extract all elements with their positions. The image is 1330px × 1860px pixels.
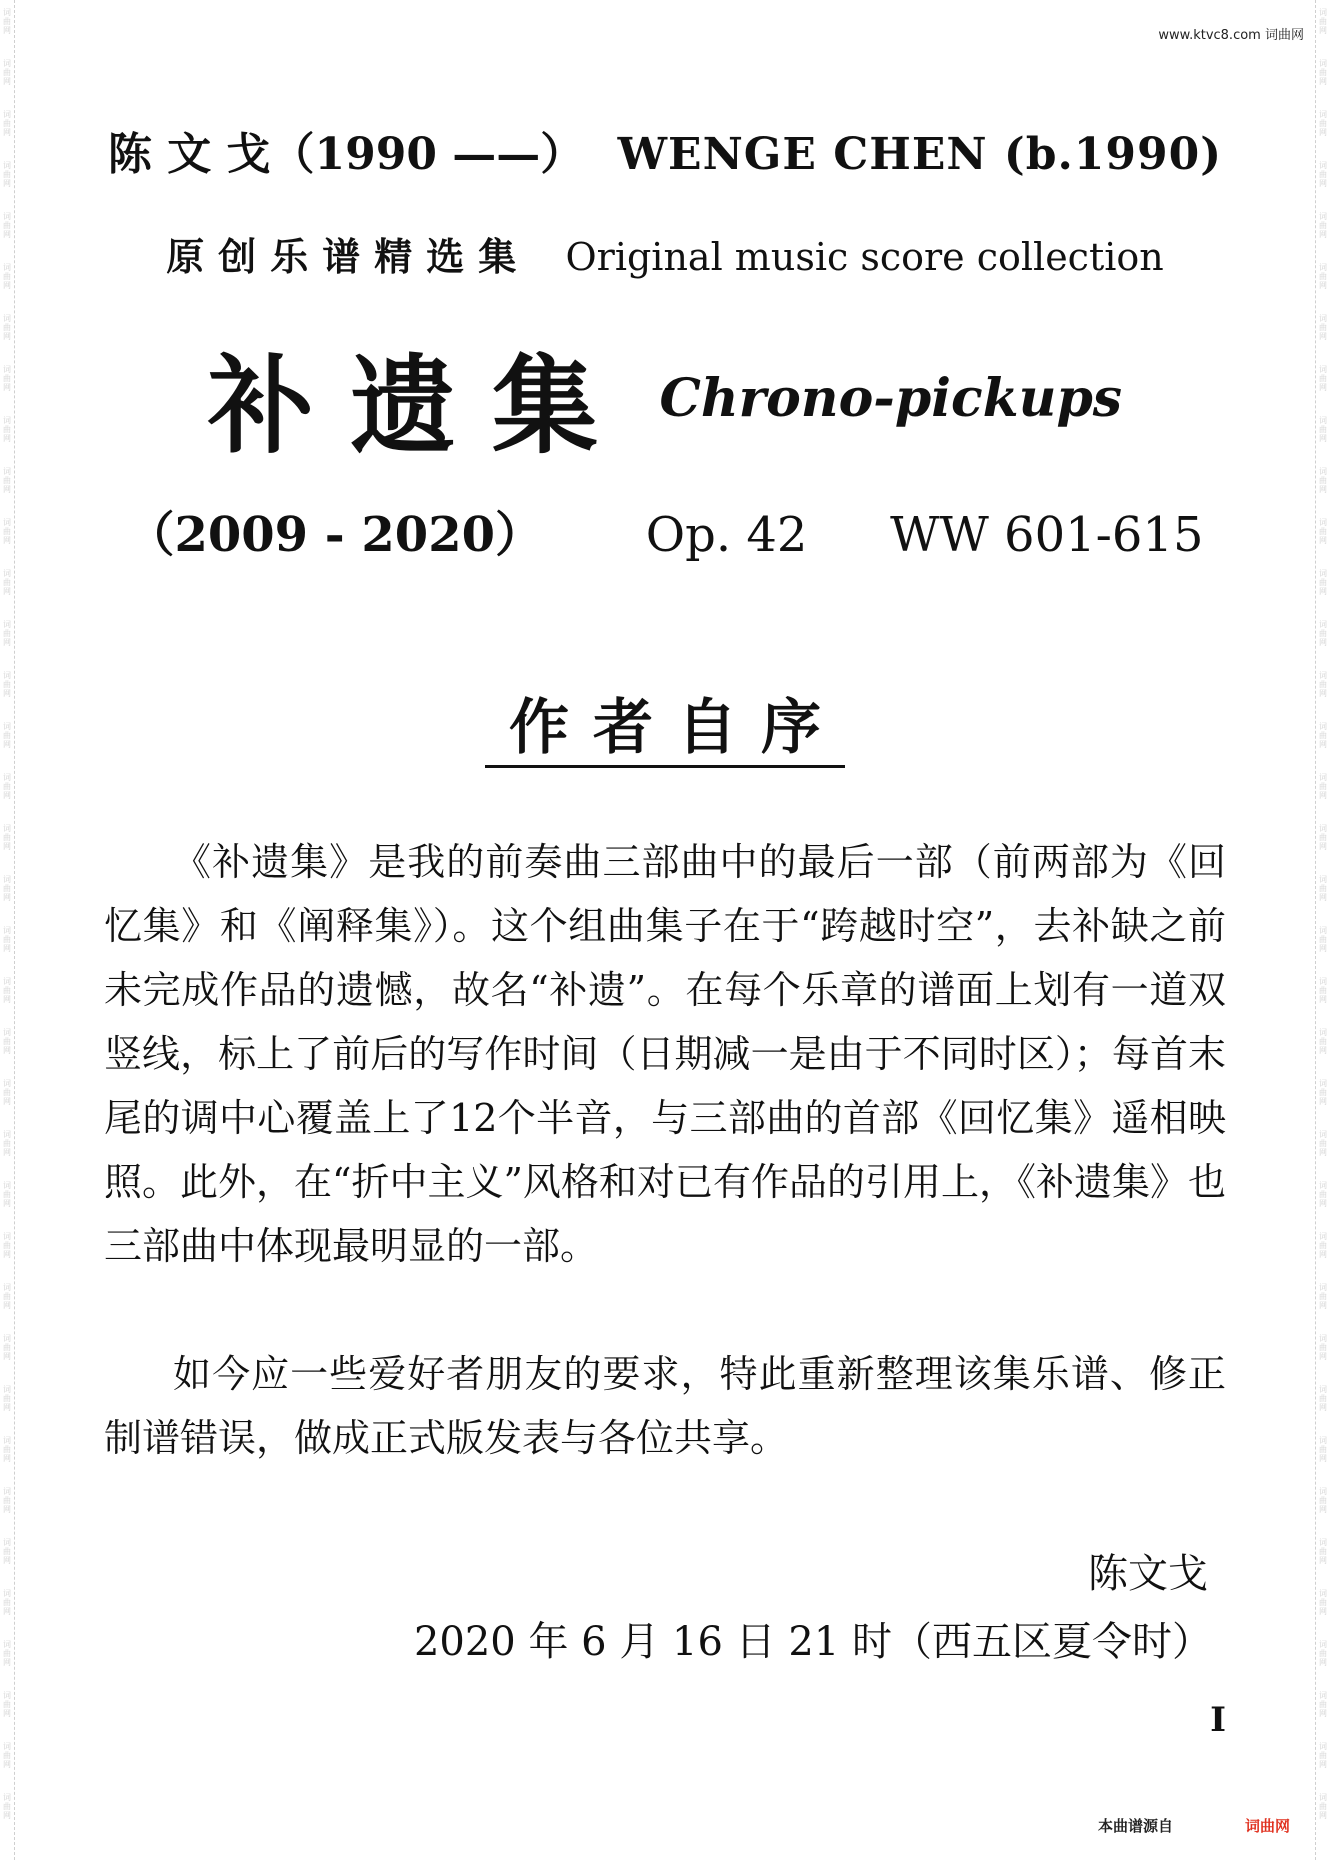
margin-watermark-left: 词 曲 网 <box>3 110 11 137</box>
preface-paragraph-1-text: 《补遗集》是我的前奏曲三部曲中的最后一部（前两部为《回忆集》和《阐释集》）。这个组曲集子在于“跨越时空”，去补缺之前未完成作品的遗憾，故名“补遗”。在每个乐章的谱面上划有一道双竖线，标上了前后的写作时间（日期减一是由于不同时区）；每首末尾的调中心覆盖上了12个半音，与三部曲的首部《回忆集》遥相映照。此外，在“折中主义”风格和对已有作品的引用上，《补遗集》也三部曲中体现最明显的一部。 <box>104 840 1226 1268</box>
margin-watermark-right: 词 曲 网 <box>1319 1181 1327 1208</box>
margin-watermark-right: 词 曲 网 <box>1319 8 1327 35</box>
margin-watermark-left: 词 曲 网 <box>3 1130 11 1157</box>
preface-paragraph-2-text: 如今应一些爱好者朋友的要求，特此重新整理该集乐谱、修正制谱错误，做成正式版发表与各位共享。 <box>104 1352 1226 1460</box>
margin-watermark-left: 词 曲 网 <box>3 59 11 86</box>
margin-watermark-right: 词 曲 网 <box>1319 314 1327 341</box>
margin-watermark-left: 词 曲 网 <box>3 1079 11 1106</box>
years: （2009 - 2020） <box>126 507 544 563</box>
margin-watermark-left: 词 曲 网 <box>3 1436 11 1463</box>
margin-watermark-left: 词 曲 网 <box>3 773 11 800</box>
preface-heading <box>0 680 1330 766</box>
title-line <box>0 322 1330 468</box>
margin-watermark-left: 词 曲 网 <box>3 1691 11 1718</box>
margin-watermark-left: 词 曲 网 <box>3 1232 11 1259</box>
margin-watermark-right: 词 曲 网 <box>1319 1589 1327 1616</box>
margin-watermark-left: 词 曲 网 <box>3 365 11 392</box>
margin-watermark-left: 词 曲 网 <box>3 1028 11 1055</box>
watermark-brand: 词曲网 <box>1264 28 1304 43</box>
margin-watermark-right: 词 曲 网 <box>1319 263 1327 290</box>
margin-watermark-left: 词 曲 网 <box>3 416 11 443</box>
margin-watermark-left: 词 曲 网 <box>3 161 11 188</box>
margin-watermark-right: 词 曲 网 <box>1319 1742 1327 1769</box>
margin-watermark-right: 词 曲 网 <box>1319 875 1327 902</box>
margin-watermark-left: 词 曲 网 <box>3 875 11 902</box>
margin-watermark-right: 词 曲 网 <box>1319 518 1327 545</box>
margin-watermark-right: 词 曲 网 <box>1319 1640 1327 1667</box>
margin-watermark-right: 词 曲 网 <box>1319 722 1327 749</box>
margin-watermark-right: 词 曲 网 <box>1319 1538 1327 1565</box>
margin-watermark-right: 词 曲 网 <box>1319 926 1327 953</box>
margin-watermark-right: 词 曲 网 <box>1319 773 1327 800</box>
margin-watermark-right: 词 曲 网 <box>1319 1385 1327 1412</box>
composer-name-en: WENGE CHEN (b.1990) <box>617 129 1223 180</box>
preface-title: 作者自序 <box>485 693 845 768</box>
margin-watermark-left: 词 曲 网 <box>3 1538 11 1565</box>
margin-watermark-right: 词 曲 网 <box>1319 1487 1327 1514</box>
catalog-line <box>0 496 1330 565</box>
margin-watermark-right: 词 曲 网 <box>1319 161 1327 188</box>
margin-watermark-left: 词 曲 网 <box>3 1640 11 1667</box>
margin-watermark-left: 词 曲 网 <box>3 1742 11 1769</box>
margin-watermark-right: 词 曲 网 <box>1319 824 1327 851</box>
margin-watermark-right: 词 曲 网 <box>1319 110 1327 137</box>
margin-watermark-right: 词 曲 网 <box>1319 416 1327 443</box>
collection-cn: 原创乐谱精选集 <box>166 234 531 279</box>
preface-paragraph-2 <box>104 1342 1226 1470</box>
margin-watermark-right: 词 曲 网 <box>1319 1691 1327 1718</box>
signature-name: 陈文戈 <box>1088 1551 1208 1597</box>
margin-watermark-left: 词 曲 网 <box>3 569 11 596</box>
margin-watermark-left: 词 曲 网 <box>3 1283 11 1310</box>
opus-number: Op. 42 <box>645 507 808 563</box>
signature-date: 2020 年 6 月 16 日 21 时（西五区夏令时） <box>413 1619 1212 1665</box>
margin-watermark-left: 词 曲 网 <box>3 1181 11 1208</box>
margin-watermark-right: 词 曲 网 <box>1319 1079 1327 1106</box>
margin-watermark-right: 词 曲 网 <box>1319 1436 1327 1463</box>
margin-watermark-left: 词 曲 网 <box>3 977 11 1004</box>
margin-watermark-right: 词 曲 网 <box>1319 467 1327 494</box>
footer-logo: 词曲网 <box>1245 1817 1291 1835</box>
title-cn: 补遗集 <box>207 343 634 468</box>
margin-watermark-right: 词 曲 网 <box>1319 1334 1327 1361</box>
margin-watermark-left: 词 曲 网 <box>3 1385 11 1412</box>
title-en: Chrono-pickups <box>659 367 1123 429</box>
collection-line <box>0 226 1330 281</box>
watermark-site: www.ktvc8.com <box>1158 28 1261 43</box>
margin-watermark-left: 词 曲 网 <box>3 1487 11 1514</box>
composer-name-cn: 陈 文 戈（1990 ——） <box>107 129 585 180</box>
margin-watermark-right: 词 曲 网 <box>1319 1028 1327 1055</box>
margin-watermark-left: 词 曲 网 <box>3 518 11 545</box>
margin-watermark-left: 词 曲 网 <box>3 620 11 647</box>
margin-watermark-left: 词 曲 网 <box>3 263 11 290</box>
preface-paragraph-1 <box>104 830 1226 1278</box>
margin-watermark-right: 词 曲 网 <box>1319 620 1327 647</box>
margin-watermark-right: 词 曲 网 <box>1319 1232 1327 1259</box>
margin-watermark-left: 词 曲 网 <box>3 926 11 953</box>
margin-watermark-right: 词 曲 网 <box>1319 1130 1327 1157</box>
margin-watermark-left: 词 曲 网 <box>3 314 11 341</box>
composer-line <box>0 118 1330 182</box>
watermark-site-url <box>1158 24 1304 43</box>
margin-watermark-right: 词 曲 网 <box>1319 1793 1327 1820</box>
catalog-number: WW 601-615 <box>890 507 1204 563</box>
margin-watermark-right: 词 曲 网 <box>1319 1283 1327 1310</box>
footer-source-label: 本曲谱源自 <box>1098 1817 1174 1835</box>
margin-watermark-left: 词 曲 网 <box>3 467 11 494</box>
margin-watermark-right: 词 曲 网 <box>1319 671 1327 698</box>
margin-watermark-right: 词 曲 网 <box>1319 59 1327 86</box>
collection-en: Original music score collection <box>565 235 1164 279</box>
margin-watermark-left: 词 曲 网 <box>3 8 11 35</box>
margin-watermark-right: 词 曲 网 <box>1319 365 1327 392</box>
margin-watermark-left: 词 曲 网 <box>3 1589 11 1616</box>
margin-watermark-left: 词 曲 网 <box>3 722 11 749</box>
margin-watermark-left: 词 曲 网 <box>3 212 11 239</box>
margin-watermark-right: 词 曲 网 <box>1319 569 1327 596</box>
margin-watermark-left: 词 曲 网 <box>3 1793 11 1820</box>
margin-watermark-left: 词 曲 网 <box>3 824 11 851</box>
margin-watermark-right: 词 曲 网 <box>1319 977 1327 1004</box>
margin-watermark-right: 词 曲 网 <box>1319 212 1327 239</box>
margin-watermark-left: 词 曲 网 <box>3 671 11 698</box>
margin-watermark-left: 词 曲 网 <box>3 1334 11 1361</box>
page-number: I <box>1210 1700 1226 1740</box>
